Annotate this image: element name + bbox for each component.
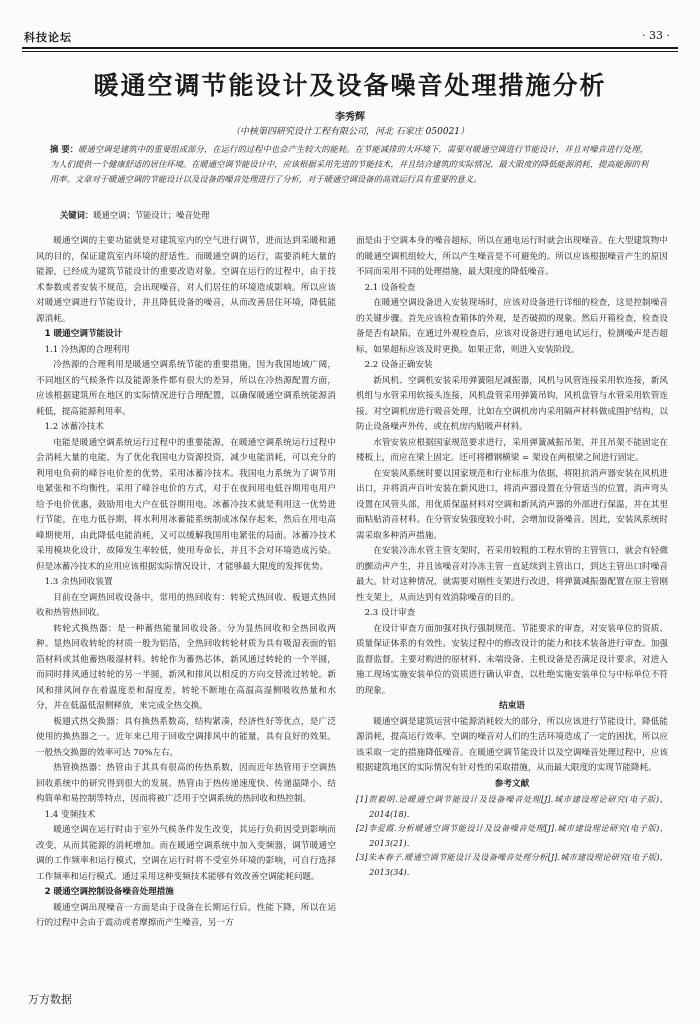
subsection-heading: 2.1 设备检查 bbox=[364, 282, 416, 293]
keywords-text: 暖通空调；节能设计；噪音处理 bbox=[93, 210, 210, 220]
section-heading: 结束语 bbox=[499, 701, 525, 711]
body-paragraph: 面是由于空调本身的噪音超标，所以在通电运行时就会出现噪音。在大型建筑物中的暖通空调机组较大，所以产生噪音是不可避免的。所以应该根据噪音产生的原因不同而采用不同的处理措施，最大限度的降低噪音。 bbox=[356, 236, 668, 277]
subsection-heading: 1.4 变频技术 bbox=[44, 809, 96, 820]
body-paragraph: 在安装风系统时要以国家规范和行业标准为依据，将阻抗消声器安装在风机进出口，并将消声百叶安装在新风进口，将消声器设置在分管适当的位置，消声弯头设置在风管头部，用优质保温材料对空调和新风消声器的外部进行保温，并在其里面粘贴消音材料。在分管安装强度较小时，会增加设备噪音。因此，安装风系统时需采取多种消声措施。 bbox=[356, 468, 668, 541]
left-column bbox=[36, 234, 336, 932]
article-title: 暖通空调节能设计及设备噪音处理措施分析 bbox=[93, 71, 607, 100]
header-rule-thin bbox=[22, 51, 678, 52]
body-paragraph: 水管安装应根据国家规范要求进行，采用弹簧减振吊架，并且吊架不能固定在楼板上，而应在梁上固定。还可将槽钢横梁 = 架设在两根梁之间进行固定。 bbox=[356, 437, 668, 463]
section-heading: 参考文献 bbox=[494, 778, 530, 789]
keywords-label: 关键词： bbox=[60, 210, 94, 220]
body-paragraph: 暖通空调在运行时由于室外气候条件发生改变，其运行负荷因受到影响而改变，从而其能源的消耗增加。而在暖通空调系统中加入变频器，调节暖通空调的工作频率和运行模式，空调在运行时将不受室外环境的影响，可自行选择工作频率和运行模式。通过采用这种变频技术能够有效改善空调能耗问题。 bbox=[36, 825, 336, 882]
section-heading: 1 暖通空调节能设计 bbox=[44, 329, 123, 339]
body-paragraph: 在安装冷冻水管主管支架时，若采用较粗的工程水管的主管管口，就会有轻微的颤动声产生，并且该噪音对冷冻主管一直延续到主管出口，到达主管出口时噪音最大。针对这种情况，就需要对刚性支架进行改进，将弹簧减振器配置在原主管刚性支架上，从而达到有效消除噪音的目的。 bbox=[356, 546, 668, 603]
keywords bbox=[60, 208, 648, 222]
body-paragraph: 转轮式换热器：是一种蓄热能量回收设备。分为显热回收和全热回收两种。显热回收转轮的材质一般为铝箔，全热回收转轮材质为具有吸湿表面的铝箔材料或其他蓄热吸湿材料。转轮作为蓄热芯体，新风通过转轮的一个半圆，而同时排风通过转轮的另一半圆，新风和排风以相反的方向交替流过转轮。新风和排风间存在着温度差和湿度差，转轮不断地在高温高湿侧吸收热量和水分，并在低温低湿侧释放，来完成全热交换。 bbox=[36, 623, 336, 711]
abstract-label: 摘 要： bbox=[50, 144, 79, 154]
body-paragraph: 暖通空调的主要功能就是对建筑室内的空气进行调节，进而达到采暖和通风的目的，保证建筑室内环境的舒适性。而暖通空调的运行，需要消耗大量的能源，已经成为建筑节能设计的重要改造对象。空调在运行的过程中，由于技术参数或者安装不规范，会出现噪音，对人们居住的环境造成影响。所以应该对暖通空调进行节能设计，并且降低设备的噪音，从而改善居住环境，降低能源消耗。 bbox=[36, 236, 336, 324]
section-heading: 2 暖通空调控制设备噪音处理措施 bbox=[44, 887, 174, 897]
header-rule-thick bbox=[22, 47, 678, 49]
body-paragraph: 板翅式热交换器：具有换热系数高，结构紧凑，经济性好等优点，是广泛使用的换热器之一。近年来已用于回收空调排风中的能量，具有良好的效果。一般热交换器的效率可达 70%左右。 bbox=[36, 716, 336, 758]
right-column bbox=[356, 234, 668, 879]
body-paragraph: 暖通空调出现噪音一方面是由于设备在长期运行后，性能下降，所以在运行的过程中会由于震动或者摩擦而产生噪音，另一方 bbox=[36, 902, 336, 928]
reference-item: [1]贺毅明.论暖通空调节能设计及设备噪音处理[J].城市建设理论研究(电子版)，2014(18). bbox=[356, 794, 668, 819]
reference-item: [2]李爱霞.分析暖通空调节能设计及设备噪音处理[J].城市建设理论研究(电子版)，2013(21). bbox=[356, 823, 668, 848]
body-paragraph: 热管换热器：热管由于其具有很高的传热系数，因而近年热管用于空调热回收系统中的研究得到很大的发展。热管由于热传递速度快、传递温降小、结构简单和易控制等特点，因而将被广泛用于空调系统的热回收和热控制。 bbox=[36, 763, 336, 804]
body-paragraph: 在暖通空调设备进入安装现场时，应该对设备进行详细的检查，这是控制噪音的关键步骤。首先应该检查箱体的外观，是否破损的现象。然后开箱检查，检查设备是否有缺陷，在通过外观检查后，应该对设备进行通电试运行，检测噪声是否超标，如果超标应该及时更换。如果正常，则进入安装阶段。 bbox=[356, 298, 668, 355]
subsection-heading: 2.2 设备正确安装 bbox=[364, 360, 433, 370]
author-affiliation: （中核第四研究设计工程有限公司，河北 石家庄 050021） bbox=[230, 127, 470, 137]
abstract-text: 暖通空调是建筑中的重要组成部分，在运行的过程中也会产生较大的能耗。在节能减排的大环境下，需要对暖通空调进行节能设计，并且对噪音进行处理，为人们提供一个健康舒适的居住环境。在暖通空调节能设计中，应该根据采用先进的节能技术，并且结合建筑的实际情况，最大限度的降低能源消耗，提高能源的利用率。文章对于暖通空调的节能设计以及设备的噪音处理进行了分析，对于暖通空调设备的高效运行具有重要的意义。 bbox=[50, 144, 648, 184]
journal-name: 科技论坛 bbox=[24, 31, 72, 44]
footer-watermark: 万方数据 bbox=[28, 993, 72, 1006]
subsection-heading: 1.1 冷热源的合理利用 bbox=[44, 344, 130, 355]
body-paragraph: 在设计审查方面加强对执行强制规范、节能要求的审查，对安装单位的资质、质量保证体系的有效性、安装过程中的修改设计的能力和技术装备进行审查。加强监督监督。主要对购进的原材料、末端设备、主机设备是否满足设计要求，对进入施工现场实施安装单位的资质进行确认审查，以杜绝实施安装单位与中标单位不符的现象。 bbox=[356, 623, 668, 696]
body-paragraph: 目前在空调热回收设备中，常用的热回收有：转轮式热回收、板翅式热回收和热管热回收。 bbox=[36, 592, 336, 618]
page-number: · 33 · bbox=[642, 29, 670, 42]
reference-item: [3]朱本春子.暖通空调节能设计及设备噪音处理分析[J].城市建设理论研究(电子版)，2013(34). bbox=[356, 852, 668, 877]
subsection-heading: 2.3 设计审查 bbox=[364, 608, 416, 618]
body-paragraph: 冷热源的合理利用是暖通空调系统节能的重要措施，因为我国地域广阔，不同地区的气候条件以及能源条件都有很大的差异，所以在冷热源配置方面，应该根据建筑所在地区的实际情况进行合理配置，以确保暖通空调系统能源消耗低，提高能源利用率。 bbox=[36, 360, 336, 417]
author-name: 李秀辉 bbox=[335, 112, 365, 123]
body-paragraph: 暖通空调是建筑运营中能源消耗较大的部分，所以应该进行节能设计，降低能源消耗，提高运行效率。空调的噪音对人们的生活环境造成了一定的困扰，所以应该采取一定的措施降低噪音。在暖通空调节能设计以及空调噪音处理过程中，应该根据建筑地区的实际情况有针对性的采取措施，从而最大限度的实现节能降耗。 bbox=[356, 716, 668, 773]
subsection-heading: 1.2 冰蓄冷技术 bbox=[44, 422, 104, 432]
subsection-heading: 1.3 余热回收装置 bbox=[44, 577, 113, 587]
abstract bbox=[50, 142, 648, 187]
body-paragraph: 新风机、空调机安装采用弹簧阻尼减振器，风机与风管连接采用软连接，新风机组与水管采用软接头连接，风机盘管采用弹簧吊钩，风机盘管与水管采用软管连接。对空调机房进行吸音处理，比如在空调机房内采用隔声材料做成围护结构，以防止设备噪声外传，或在机房内贴吸声材料。 bbox=[356, 375, 668, 432]
body-paragraph: 电能是暖通空调系统运行过程中的重要能源，在暖通空调系统运行过程中会消耗大量的电能，为了优化我国电力资源投资，减少电能消耗，可以充分的利用电负荷的峰谷电价差的优势，采用冰蓄冷技术。我国电力系统为了调节用电紧张和不均衡性，采用了峰谷电价的方式，对于在夜间用电低谷期用电用户给予电价优惠，鼓励用电大户在低谷期用电。冰蓄冷技术就是利用这一优势进行节能，在电力低谷期，将水利用冰蓄能系统制成冰保存起来，然后在用电高峰期使用，由此降低电能消耗，又可以缓解我国用电紧张的局面。冰蓄冷技术采用模块化设计，故障发生率较低，使用寿命长，并且不会对环境造成污染。但是冰蓄冷技术的应用应该根据实际情况设计，才能够最大限度的发挥优势。 bbox=[36, 437, 336, 572]
